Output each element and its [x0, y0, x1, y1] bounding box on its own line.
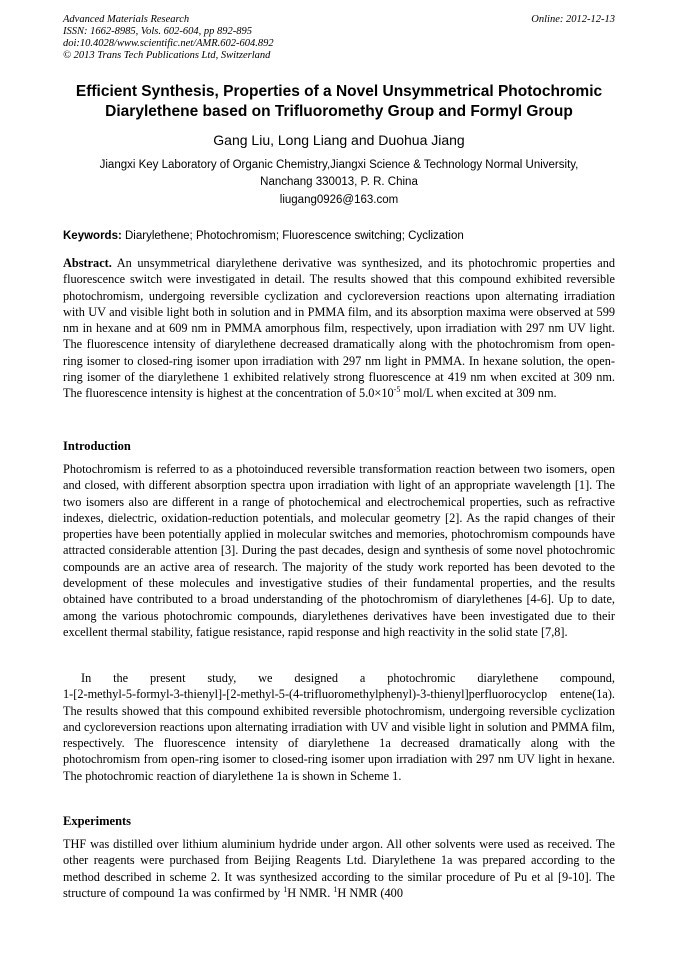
introduction-paragraph-1: Photochromism is referred to as a photoinduced reversible transformation reaction between two isomers, open and closed, with different absorption spectra upon irradiation with light of an appropriate wavelength [1]. The two isomers also are different in a range of photochemical and electrochemical properties, such as refractive indexes, dielectric, oxidation-reduction potentials, and molecular geometry [2]. As the rapid changes of their properties have been potentially applied in molecular switches and memories, photochromism compounds have attracted considerable attention [3]. During the past decades, design and synthesis of some novel photochromic compounds are an active area of research. The majority of the study work reported has been devoted to the development of these molecules and investigative studies of their fundamental properties, and the results obtained have contributed to a broad understanding of the photochromism of diarylethenes [4-6]. Up to date, among the various photochromic compounds, diarylethenes derivatives have been investigated due to their excellent thermal stability, fatigue resistance, rapid response and high reactivity in the solid state [7,8].	[63, 462, 615, 639]
paper-title	[40, 82, 638, 122]
abstract-label: Abstract.	[63, 256, 112, 270]
running-header	[63, 14, 274, 62]
journal-name: Advanced Materials Research	[63, 14, 190, 25]
online-date: Online: 2012-12-13	[531, 14, 615, 25]
abstract	[63, 255, 615, 402]
intro-p2-rest: entene(1a). The results showed that this compound exhibited reversible photochromism, undergoing reversible cyclization and cycloreversion reactions upon alternating irradiation with UV and visible light in solution and PMMA film, respectively. The fluorescence intensity of diarylethene 1a decreased dramatically along with the photochromism from open-ring isomer to closed-ring isomer upon irradiation with 297 nm UV light in hexane. The photochromic reaction of diarylethene 1a is shown in Scheme 1.	[63, 687, 615, 783]
affiliation	[60, 157, 618, 191]
keywords	[63, 229, 615, 244]
abstract-text: An unsymmetrical diarylethene derivative was synthesized, and its photochromic properties and fluorescence switch were investigated in detail. The results showed that this compound exhibited reversible photochromism, undergoing reversible cyclization and cycloreversion reactions upon alternating irradiation with UV and visible light both in solution and in PMMA film, and its absorption maxima were observed at 599 nm in hexane and at 609 nm in PMMA amorphous film, respectively, upon irradiation with 297 nm UV light. The fluorescence intensity of diarylethene decreased dramatically along with the photochromism from open-ring isomer to closed-ring isomer upon irradiation with 297 nm light in PMMA. In hexane solution, the open-ring isomer of the diarylethene 1 exhibited relatively strong fluorescence at 419 nm when excited at 309 nm. The fluorescence intensity is highest at the concentration of 5.0×10	[63, 256, 615, 401]
affiliation-line-2: Nanchang 330013, P. R. China	[260, 176, 418, 188]
experiments-heading: Experiments	[63, 814, 132, 828]
exp-text-mid: H NMR.	[287, 885, 334, 900]
issn-line: ISSN: 1662-8985, Vols. 602-604, pp 892-895	[63, 26, 252, 37]
introduction-heading: Introduction	[63, 439, 131, 453]
title-line-2: Diarylethene based on Trifluoromethy Group and Formyl Group	[105, 103, 573, 120]
nmr-superscript-1: 1	[283, 884, 288, 894]
nmr-superscript-2: 1	[333, 884, 338, 894]
compound-name: 1-[2-methyl-5-formyl-3-thienyl]-[2-methyl-5-(4-trifluoromethylphenyl)-3-thienyl]perfluorocyclop	[63, 687, 548, 702]
doi-line: doi:10.4028/www.scientific.net/AMR.602-604.892	[63, 38, 274, 49]
experiments-paragraph-1	[63, 836, 615, 901]
author-email: liugang0926@163.com	[279, 194, 399, 206]
title-line-1: Efficient Synthesis, Properties of a Novel Unsymmetrical Photochromic	[75, 83, 603, 100]
affiliation-line-1: Jiangxi Key Laboratory of Organic Chemistry,Jiangxi Science & Technology Normal University,	[99, 159, 579, 171]
copyright-line: © 2013 Trans Tech Publications Ltd, Switzerland	[63, 50, 271, 61]
exp-text-end: H NMR (400	[337, 885, 403, 900]
abstract-text-end: mol/L when excited at 309 nm.	[400, 386, 557, 401]
author-list: Gang Liu, Long Liang and Duohua Jiang	[213, 132, 465, 148]
keywords-text: Diarylethene; Photochromism; Fluorescence switching; Cyclization	[121, 230, 464, 242]
exp-text: THF was distilled over lithium aluminium hydride under argon. All other solvents were used as received. The other reagents were purchased from Beijing Reagents Ltd. Diarylethene 1a was prepared according to the method described in scheme 2. It was synthesized according to the similar procedure of Pu et al [9-10]. The structure of compound 1a was confirmed by	[63, 837, 615, 900]
abstract-exponent: -5	[393, 385, 401, 395]
intro-p2-start: In the present study, we designed a photochromic diarylethene compound,	[81, 671, 615, 685]
introduction-paragraph-2	[63, 670, 615, 784]
keywords-label: Keywords:	[63, 230, 122, 242]
